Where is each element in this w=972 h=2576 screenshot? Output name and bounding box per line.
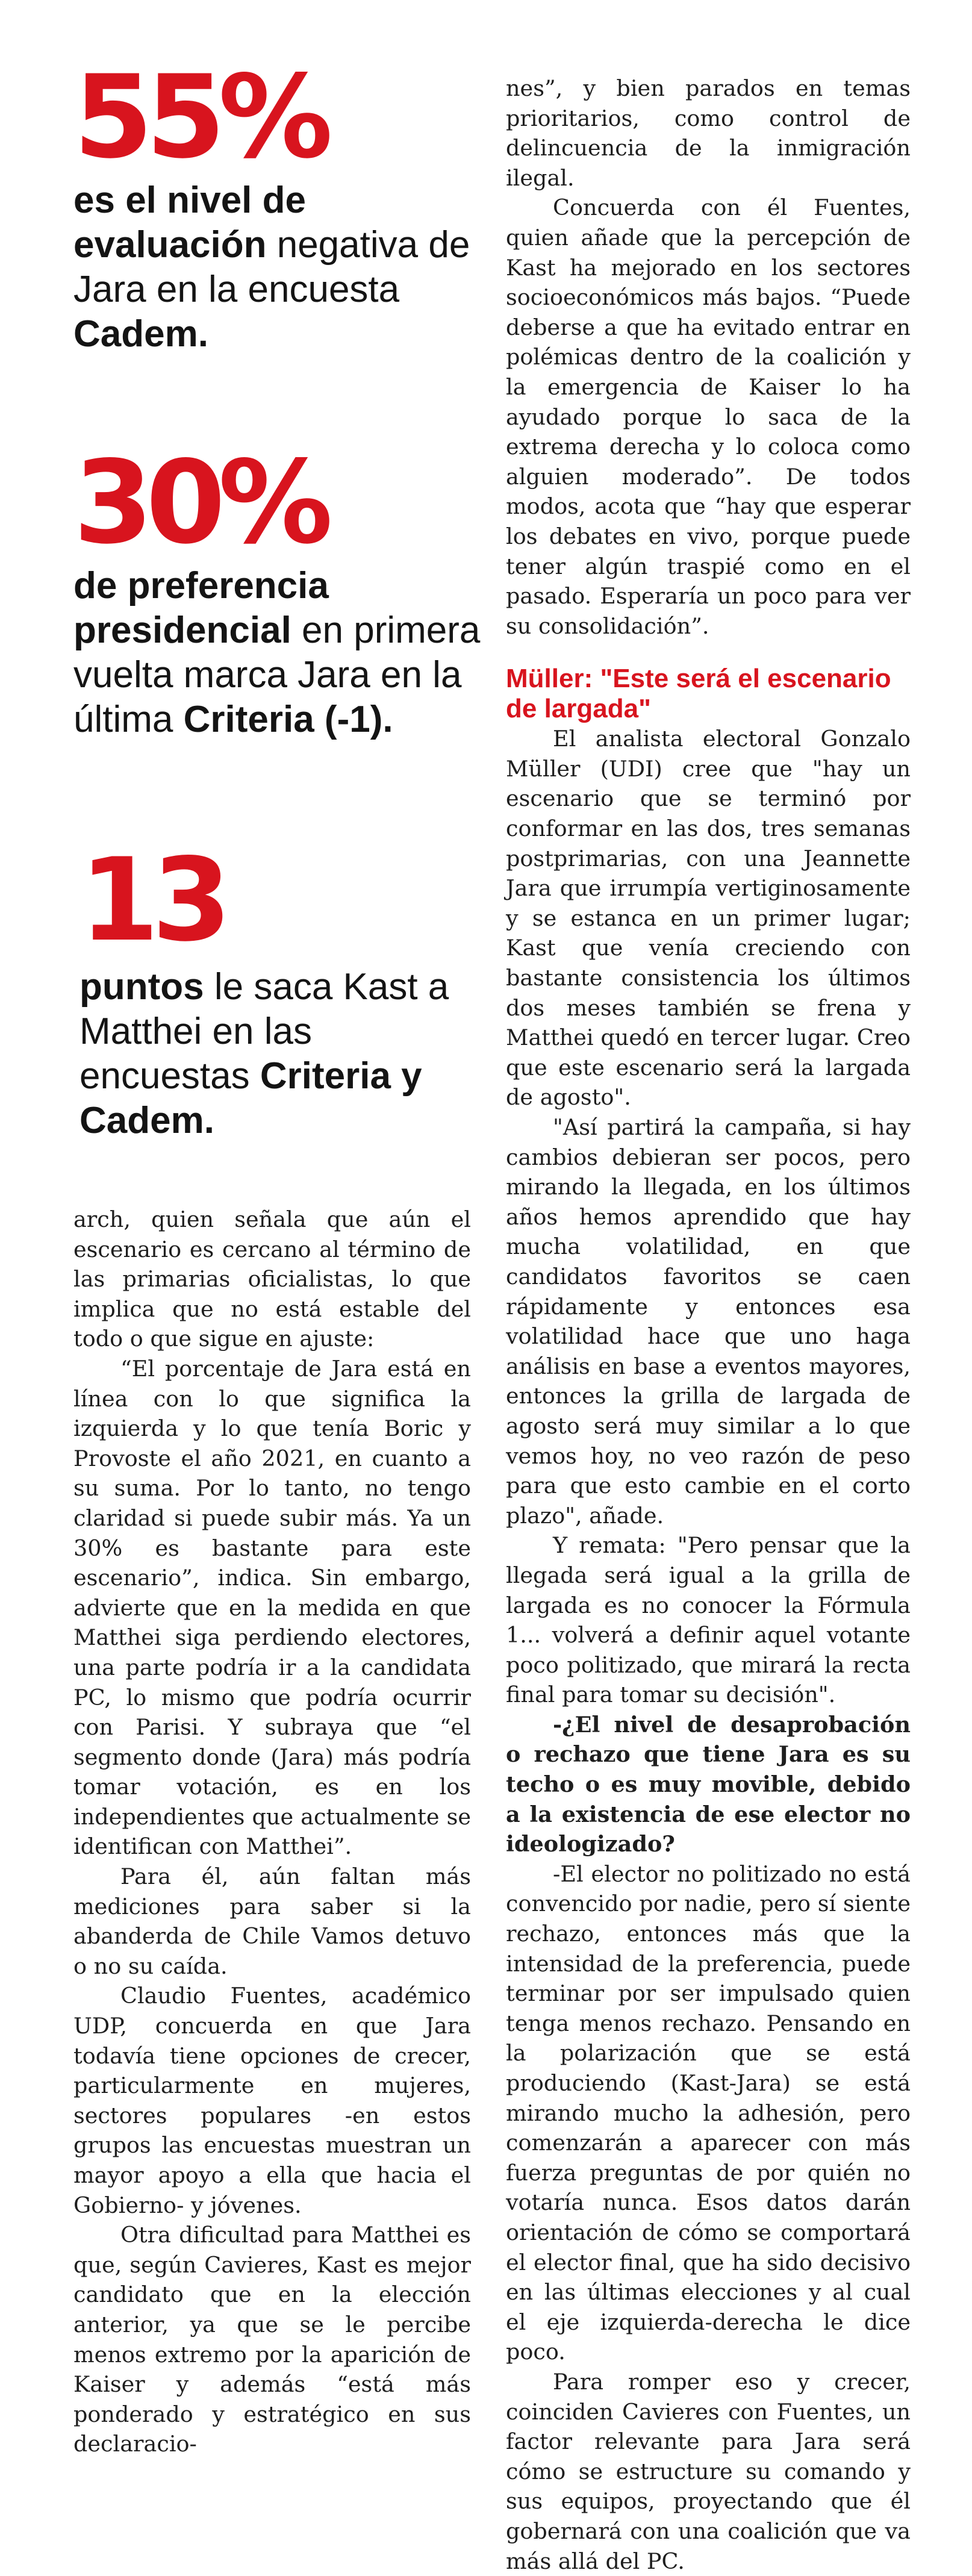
paragraph: Claudio Fuentes, académico UDP, concuerda en que Jara todavía tiene opciones de crecer, particularmente en mujeres, sectores populares -en estos grupos las encuestas muestran un mayor apoyo a ella que hacia el Gobierno- y jóvenes. (73, 1983, 471, 2218)
stat-description (73, 178, 483, 357)
paragraph: -El elector no politizado no está convencido por nadie, pero sí siente rechazo, entonces más que la intensidad de la preferencia, puede terminar por ser impulsado quien tenga menos rechazo. Pensando en la polarización que se está produciendo (Kast-Jara) se está mirando mucho la adhesión, pero comenzarán a aparecer con más fuerza preguntas de por quién no votaría nunca. Esos datos darán orientación de cómo se comportará el elector final, que ha sido decisivo en las últimas elecciones y al cual el eje izquierda-derecha le dice poco. (506, 1860, 911, 2365)
stat-bold: es el nivel de evaluación (73, 179, 306, 266)
stat-number: 55% (73, 51, 326, 184)
stat-number: 13 (79, 834, 225, 967)
stat-bold-end: Criteria (-1). (183, 699, 393, 740)
paragraph: nes”, y bien parados en temas prioritarios, como control de delincuencia de la inmigración ilegal. (506, 75, 911, 191)
left-article-column (73, 1205, 471, 2459)
stat-block-3 (79, 834, 489, 1143)
stat-bold: de preferencia presidencial (73, 565, 329, 651)
stat-description (79, 965, 489, 1143)
stat-block-1 (73, 51, 483, 357)
paragraph: Para romper eso y crecer, coinciden Cavieres con Fuentes, un factor relevante para Jara será cómo se estructure su comando y sus equipos, proyectando que él gobernará con una coalición que va más allá del PC. (506, 2368, 911, 2574)
stat-block-2 (73, 436, 483, 742)
stat-plain: en primera vuelta marca Jara en la última (73, 610, 481, 740)
paragraph: Para él, aún faltan más mediciones para saber si la abanderda de Chile Vamos detuvo o no su caída. (73, 1863, 471, 1979)
paragraph: Concuerda con él Fuentes, quien añade que la percepción de Kast ha mejorado en los sectores socioeconómicos más bajos. “Puede deberse a que ha evitado entrar en polémicas dentro de la coalición y la emergencia de Kaiser lo ha ayudado porque lo saca de la extrema derecha y lo coloca como alguien moderado”. De todos modos, acota que “hay que esperar los debates en vivo, porque puede tener algún traspié como en el pasado. Esperaría un poco para ver su consolidación”. (506, 195, 911, 639)
interview-question: -¿El nivel de desaprobación o rechazo que tiene Jara es su techo o es muy movible, debido a la existencia de ese elector no ideologizado? (506, 1711, 911, 1857)
stat-plain: le saca Kast a Matthei en las encuestas (79, 966, 449, 1097)
paragraph: Y remata: "Pero pensar que la llegada será igual a la grilla de largada es no conocer la Fórmula 1... volverá a definir aquel votante poco politizado, que mirará la recta final para tomar su decisión". (506, 1532, 911, 1708)
stat-bold-end: Criteria y Cadem. (79, 1055, 422, 1141)
section-heading: Müller: "Este será el escenario de largada" (506, 664, 891, 724)
stat-bold: puntos (79, 966, 204, 1008)
paragraph: arch, quien señala que aún el escenario es cercano al término de las primarias oficialistas, lo que implica que no está estable del todo o que sigue en ajuste: (73, 1206, 471, 1352)
stat-number: 30% (73, 436, 326, 569)
stat-bold-end: Cadem. (73, 313, 208, 355)
paragraph: Otra dificultad para Matthei es que, según Cavieres, Kast es mejor candidato que en la elección anterior, ya que se le percibe menos extremo por la aparición de Kaiser y además “está más ponderado y estratégico en sus declaracio- (73, 2222, 471, 2457)
right-article-column (506, 73, 911, 2576)
stat-description (73, 564, 483, 742)
paragraph: "Así partirá la campaña, si hay cambios debieran ser pocos, pero mirando la llegada, en los últimos años hemos aprendido que hay mucha volatilidad, en que candidatos favoritos se caen rápidamente y entonces esa volatilidad hace que uno haga análisis en base a eventos mayores, entonces la grilla de largada de agosto será muy similar a lo que vemos hoy, no veo razón de peso para que esto cambie en el corto plazo", añade. (506, 1114, 911, 1529)
paragraph: El analista electoral Gonzalo Müller (UDI) cree que "hay un escenario que se terminó por conformar en las dos, tres semanas postprimarias, con una Jeannette Jara que irrumpía vertiginosamente y se estanca en un primer lugar; Kast que venía creciendo con bastante consistencia los últimos dos meses también se frena y Matthei quedó en tercer lugar. Creo que este escenario será la largada de agosto". (506, 726, 911, 1111)
stat-plain: negativa de Jara en la encuesta (73, 224, 470, 310)
paragraph: “El porcentaje de Jara está en línea con lo que significa la izquierda y lo que tenía Boric y Provoste el año 2021, en cuanto a su suma. Por lo tanto, no tengo claridad si puede subir más. Ya un 30% es bastante para este escenario”, indica. Sin embargo, advierte que en la medida en que Matthei siga perdiendo electores, una parte podría ir a la candidata PC, lo mismo que podría ocurrir con Parisi. Y subraya que “el segmento donde (Jara) más podría tomar votación, es en los independientes que actualmente se identifican con Matthei”. (73, 1355, 471, 1860)
